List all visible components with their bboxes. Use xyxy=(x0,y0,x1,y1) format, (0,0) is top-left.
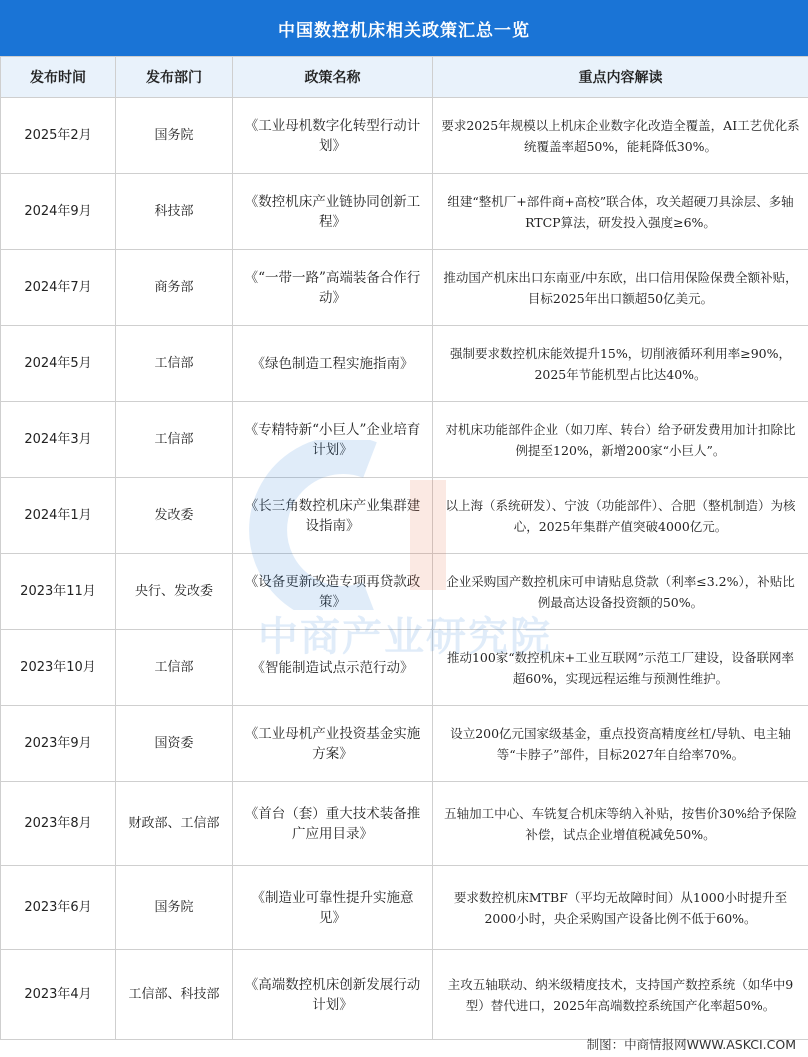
cell-desc: 要求数控机床MTBF（平均无故障时间）从1000小时提升至2000小时，央企采购国产设备比例不低于60%。 xyxy=(433,866,808,950)
cell-policy: 《长三角数控机床产业集群建设指南》 xyxy=(233,478,433,554)
cell-date: 2024年3月 xyxy=(1,402,116,478)
cell-policy: 《数控机床产业链协同创新工程》 xyxy=(233,174,433,250)
cell-date: 2024年9月 xyxy=(1,174,116,250)
cell-date: 2023年4月 xyxy=(1,950,116,1040)
cell-date: 2023年9月 xyxy=(1,706,116,782)
cell-dept: 发改委 xyxy=(116,478,233,554)
cell-date: 2024年7月 xyxy=(1,250,116,326)
cell-dept: 国资委 xyxy=(116,706,233,782)
policy-table xyxy=(0,56,808,1040)
table-title: 中国数控机床相关政策汇总一览 xyxy=(0,0,808,56)
cell-dept: 商务部 xyxy=(116,250,233,326)
header-policy: 政策名称 xyxy=(233,57,433,98)
cell-dept: 工信部 xyxy=(116,630,233,706)
cell-policy: 《智能制造试点示范行动》 xyxy=(233,630,433,706)
cell-dept: 财政部、工信部 xyxy=(116,782,233,866)
cell-desc: 推动国产机床出口东南亚/中东欧，出口信用保险保费全额补贴，目标2025年出口额超50亿美元。 xyxy=(433,250,808,326)
cell-policy: 《“一带一路”高端装备合作行动》 xyxy=(233,250,433,326)
table-row xyxy=(1,326,808,402)
cell-desc: 设立200亿元国家级基金，重点投资高精度丝杠/导轨、电主轴等“卡脖子”部件，目标2027年自给率70%。 xyxy=(433,706,808,782)
cell-desc: 企业采购国产数控机床可申请贴息贷款（利率≤3.2%），补贴比例最高达设备投资额的50%。 xyxy=(433,554,808,630)
cell-desc: 对机床功能部件企业（如刀库、转台）给予研发费用加计扣除比例提至120%，新增200家“小巨人”。 xyxy=(433,402,808,478)
cell-date: 2023年8月 xyxy=(1,782,116,866)
cell-date: 2024年1月 xyxy=(1,478,116,554)
cell-dept: 国务院 xyxy=(116,98,233,174)
table-row xyxy=(1,630,808,706)
cell-desc: 五轴加工中心、车铣复合机床等纳入补贴，按售价30%给予保险补偿，试点企业增值税减免50%。 xyxy=(433,782,808,866)
header-dept: 发布部门 xyxy=(116,57,233,98)
table-row xyxy=(1,98,808,174)
table-row xyxy=(1,706,808,782)
header-date: 发布时间 xyxy=(1,57,116,98)
header-row xyxy=(1,57,808,98)
cell-desc: 要求2025年规模以上机床企业数字化改造全覆盖，AI工艺优化系统覆盖率超50%，能耗降低30%。 xyxy=(433,98,808,174)
table-row xyxy=(1,250,808,326)
cell-date: 2024年5月 xyxy=(1,326,116,402)
cell-desc: 主攻五轴联动、纳米级精度技术，支持国产数控系统（如华中9型）替代进口，2025年高端数控系统国产化率超50%。 xyxy=(433,950,808,1040)
table-row xyxy=(1,782,808,866)
cell-date: 2025年2月 xyxy=(1,98,116,174)
cell-date: 2023年6月 xyxy=(1,866,116,950)
table-row xyxy=(1,554,808,630)
cell-policy: 《首台（套）重大技术装备推广应用目录》 xyxy=(233,782,433,866)
footer-credit: 制图：中商情报网WWW.ASKCI.COM xyxy=(586,1037,796,1052)
table-row xyxy=(1,402,808,478)
cell-policy: 《制造业可靠性提升实施意见》 xyxy=(233,866,433,950)
cell-policy: 《绿色制造工程实施指南》 xyxy=(233,326,433,402)
cell-dept: 工信部、科技部 xyxy=(116,950,233,1040)
table-row xyxy=(1,478,808,554)
cell-date: 2023年11月 xyxy=(1,554,116,630)
table-body xyxy=(1,98,808,1040)
cell-desc: 以上海（系统研发）、宁波（功能部件）、合肥（整机制造）为核心，2025年集群产值突破4000亿元。 xyxy=(433,478,808,554)
watermark-text: 中商产业研究院 xyxy=(258,614,552,660)
cell-dept: 工信部 xyxy=(116,402,233,478)
cell-desc: 组建“整机厂+部件商+高校”联合体，攻关超硬刀具涂层、多轴RTCP算法，研发投入强度≥6%。 xyxy=(433,174,808,250)
cell-policy: 《设备更新改造专项再贷款政策》 xyxy=(233,554,433,630)
cell-policy: 《专精特新“小巨人”企业培育计划》 xyxy=(233,402,433,478)
cell-dept: 国务院 xyxy=(116,866,233,950)
cell-policy: 《工业母机产业投资基金实施方案》 xyxy=(233,706,433,782)
cell-policy: 《高端数控机床创新发展行动计划》 xyxy=(233,950,433,1040)
table-row xyxy=(1,174,808,250)
cell-date: 2023年10月 xyxy=(1,630,116,706)
table-row xyxy=(1,866,808,950)
header-desc: 重点内容解读 xyxy=(433,57,808,98)
cell-dept: 央行、发改委 xyxy=(116,554,233,630)
cell-dept: 科技部 xyxy=(116,174,233,250)
table-row xyxy=(1,950,808,1040)
cell-policy: 《工业母机数字化转型行动计划》 xyxy=(233,98,433,174)
cell-dept: 工信部 xyxy=(116,326,233,402)
cell-desc: 强制要求数控机床能效提升15%，切削液循环利用率≥90%，2025年节能机型占比达40%。 xyxy=(433,326,808,402)
cell-desc: 推动100家“数控机床+工业互联网”示范工厂建设，设备联网率超60%，实现远程运维与预测性维护。 xyxy=(433,630,808,706)
